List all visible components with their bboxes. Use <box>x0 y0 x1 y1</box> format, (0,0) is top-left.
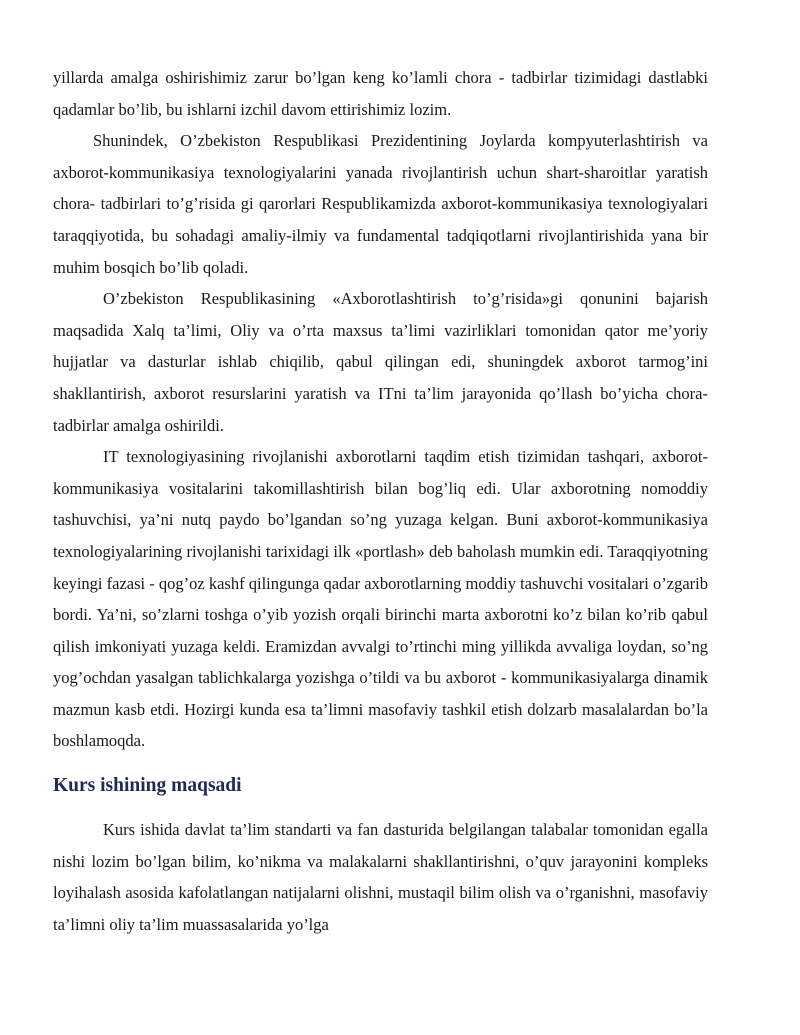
paragraph-continuation: yillarda amalga oshirishimiz zarur bo’lgan keng ko’lamli chora - tadbirlar tizimidagi dastlabki qadamlar bo’lib, bu ishlarni izchil davom ettirishimiz lozim. <box>53 68 708 119</box>
paragraph-course-goal: Kurs ishida davlat ta’lim standarti va fan dasturida belgilangan talabalar tomonidan egalla nishi lozim bo’lgan bilim, ko’nikma va malakalarni shakllantirishni, o’quv jarayonini kompleks loyihalash asosida kafolatlangan natijalarni olishni, mustaqil bilim olish va o’rganishni, masofaviy ta’limni oliy ta’lim muassasalarida yo’lga <box>53 820 708 934</box>
section-heading: Kurs ishining maqsadi <box>53 775 242 797</box>
paragraph-president-decree: Shunindek, O’zbekiston Respublikasi Prezidentining Joylarda kompyuterlashtirish va axborot-kommunikasiya texnologiyalarini yanada rivojlantirish uchun shart-sharoitlar yaratish chora- tadbirlari to’g’risida gi qarorlari Respublikamizda axborot-kommunikasiya texnologiyalari taraqqiyotida, bu sohadagi amaliy-ilmiy va fundamental tadqiqotlarni rivojlantirishida yana bir muhim bosqich bo’lib qoladi. <box>53 131 708 277</box>
document-page <box>53 62 708 940</box>
paragraph-it-development: IT texnologiyasining rivojlanishi axborotlarni taqdim etish tizimidan tashqari, axborot-kommunikasiya vositalarini takomillashtirish bilan bog’liq edi. Ular axborotning nomoddiy tashuvchisi, ya’ni nutq paydo bo’lgandan so’ng yuzaga kelgan. Buni axborot-kommunikasiya texnologiyalarining rivojlanishi tarixidagi ilk «portlash» deb baholash mumkin edi. Taraqqiyotning keyingi fazasi - qog’oz kashf qilingunga qadar axborotlarning moddiy tashuvchi vositalari o’zgarib bordi. Ya’ni, so’zlarni toshga o’yib yozish orqali birinchi marta axborotni ko’z bilan ko’rib qabul qilish imkoniyati yuzaga keldi. Eramizdan avvalgi to’rtinchi ming yillikda avvaliga loydan, so’ng yog’ochdan yasalgan tablichkalarga yozishga o’tildi va bu axborot - kommunikasiyalarga dinamik mazmun kasb etdi. Hozirgi kunda esa ta’limni masofaviy tashkil etish dolzarb masalalardan bo’la boshlamoqda. <box>53 447 708 751</box>
paragraph-informatization-law: O’zbekiston Respublikasining «Axborotlashtirish to’g’risida»gi qonunini bajarish maqsadida Xalq ta’limi, Oliy va o’rta maxsus ta’limi vazirliklari tomonidan qator me’yoriy hujjatlar va dasturlar ishlab chiqilib, qabul qilingan edi, shuningdek axborot tarmog’ini shakllantirish, axborot resurslarini yaratish va ITni ta’lim jarayonida qo’llash bo’yicha chora-tadbirlar amalga oshirildi. <box>53 289 708 435</box>
